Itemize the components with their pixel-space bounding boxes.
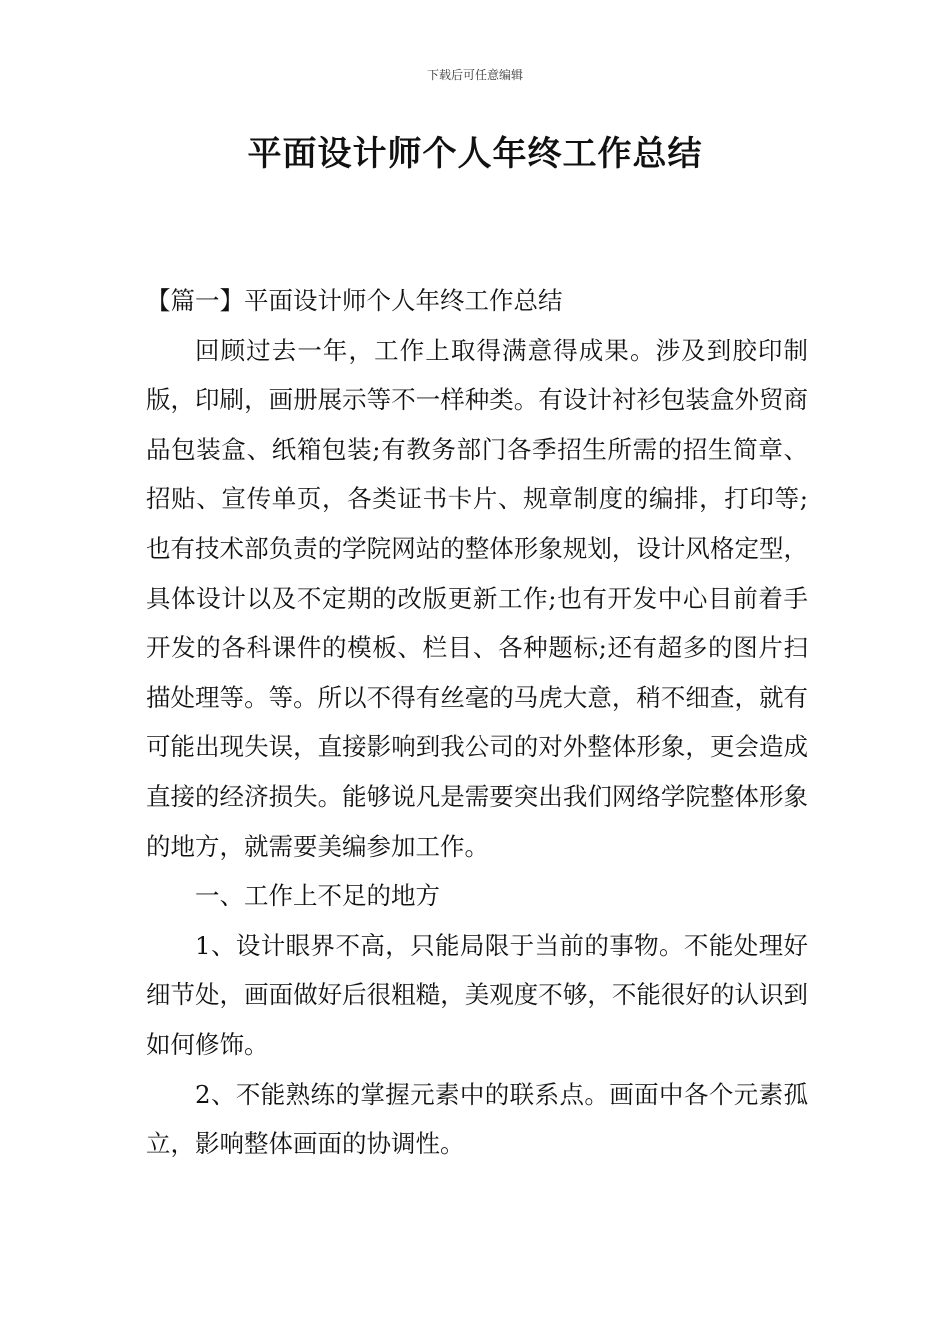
section-heading: 【篇一】平面设计师个人年终工作总结 — [146, 286, 563, 315]
document-body — [146, 276, 808, 1169]
paragraph-point-2: 2、不能熟练的掌握元素中的联系点。画面中各个元素孤立，影响整体画面的协调性。 — [146, 1079, 808, 1159]
paragraph-review: 回顾过去一年，工作上取得满意得成果。涉及到胶印制版，印刷，画册展示等不一样种类。有设计衬衫包装盒外贸商品包装盒、纸箱包装;有教务部门各季招生所需的招生简章、招贴、宣传单页，各类证书卡片、规章制度的编排，打印等;也有技术部负责的学院网站的整体形象规划，设计风格定型，具体设计以及不定期的改版更新工作;也有开发中心目前着手开发的各科课件的模板、栏目、各种题标;还有超多的图片扫描处理等。等。所以不得有丝毫的马虎大意，稍不细查，就有可能出现失误，直接影响到我公司的对外整体形象，更会造成直接的经济损失。能够说凡是需要突出我们网络学院整体形象的地方，就需要美编参加工作。 — [146, 335, 808, 861]
page-header-note: 下载后可任意编辑 — [426, 68, 523, 82]
subheading-shortcomings: 一、工作上不足的地方 — [195, 881, 440, 911]
paragraph-point-1: 1、设计眼界不高，只能局限于当前的事物。不能处理好细节处，画面做好后很粗糙，美观度不够，不能很好的认识到如何修饰。 — [146, 930, 808, 1059]
document-title: 平面设计师个人年终工作总结 — [247, 134, 703, 174]
